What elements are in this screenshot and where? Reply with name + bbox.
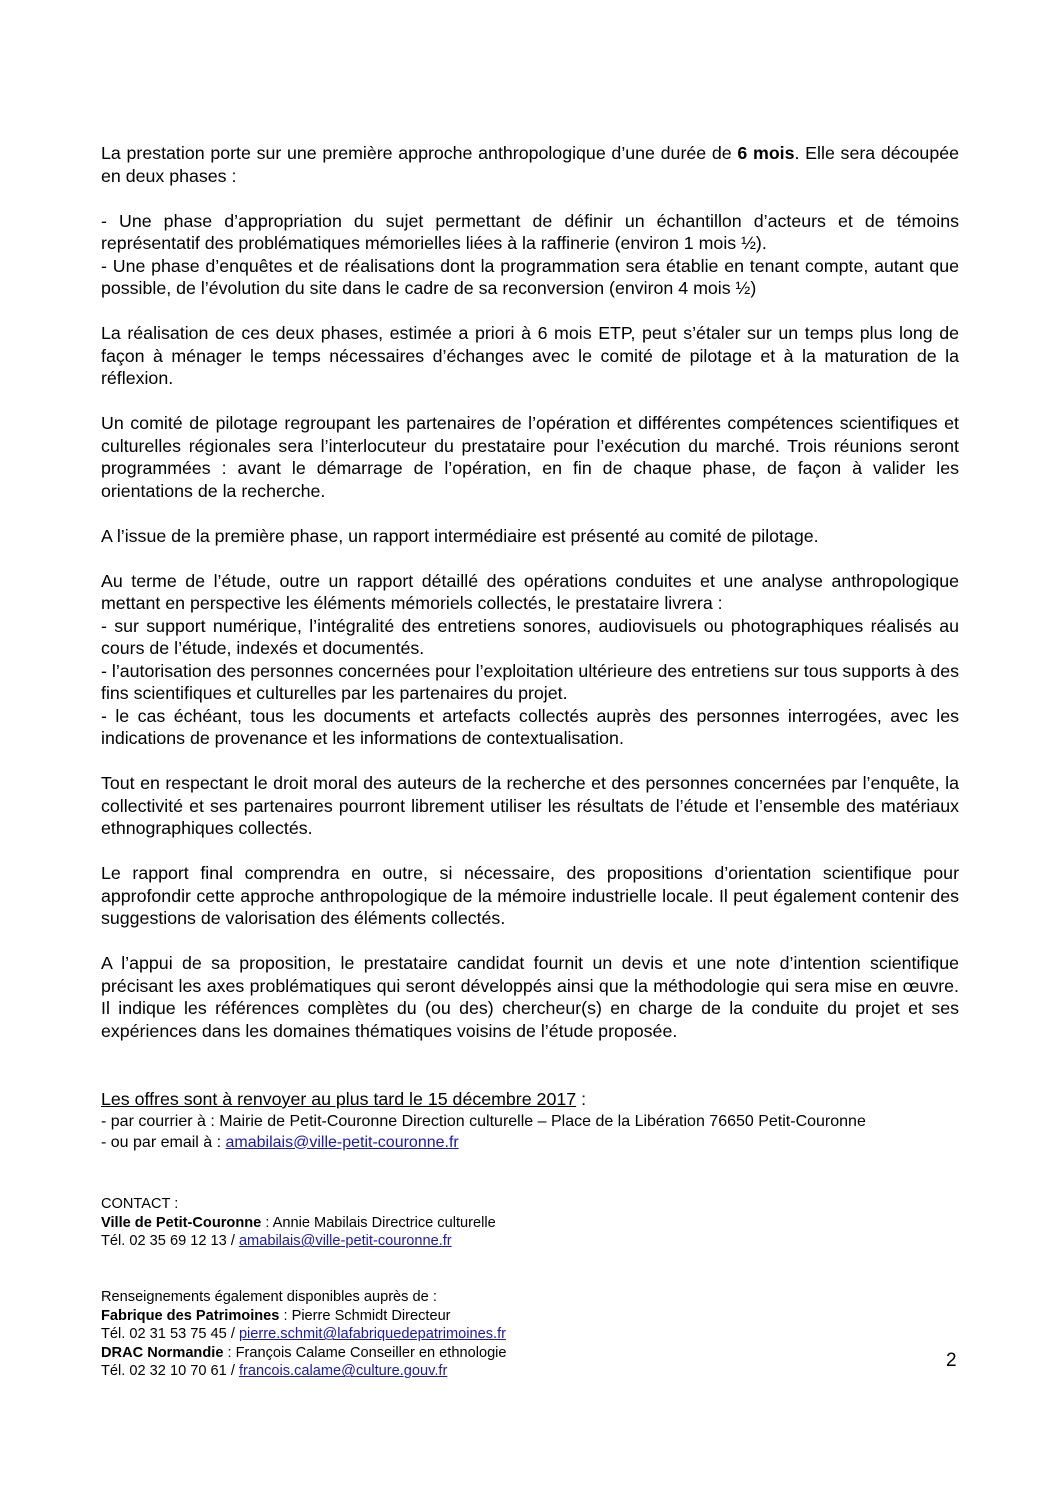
- interim-report-paragraph: A l’issue de la première phase, un rapport intermédiaire est présenté au comité de pilotage.: [101, 525, 819, 546]
- heading-colon: :: [576, 1089, 587, 1109]
- email-line: [101, 1132, 1001, 1153]
- proposal-paragraph: A l’appui de sa proposition, le prestataire candidat fournit un devis et une note d’intention scientifique précisant les axes problématiques qui seront développés ainsi que la méthodologie qui sera mise en œuvre. Il indique les références complètes du (ou des) chercheur(s) en charge de la conduite du projet et ses expériences dans les domaines thématiques voisins de l’étude proposée.: [101, 953, 959, 1041]
- intro-text: La prestation porte sur une première approche anthropologique d’une durée de: [101, 143, 738, 163]
- steering-committee-paragraph: Un comité de pilotage regroupant les partenaires de l’opération et différentes compétences scientifiques et culturelles régionales sera l’interlocuteur du prestataire pour l’exécution du marché. Trois réunions seront programmées : avant le démarrage de l’opération, en fin de chaque phase, de façon à valider les orientations de la recherche.: [101, 413, 959, 501]
- intro-text-end: . Elle sera découpée en deux phases :: [101, 143, 959, 186]
- page-number: 2: [946, 1350, 957, 1371]
- contact-name: : Annie Mabilais Directrice culturelle: [261, 1214, 496, 1231]
- info-phone-2: Tél. 02 32 10 70 61 /: [101, 1363, 239, 1380]
- postal-address: - par courrier à : Mairie de Petit-Couronne Direction culturelle – Place de la Libération 76650 Petit-Couronne: [101, 1112, 866, 1130]
- contact-person: [101, 1214, 801, 1233]
- info-intro: Renseignements également disponibles auprès de :: [101, 1289, 437, 1305]
- contact-section: [101, 1195, 801, 1251]
- info-phone-line-1: [101, 1325, 801, 1344]
- phase-two-item: - Une phase d’enquêtes et de réalisations dont la programmation sera établie en tenant compte, autant que possible, de l’évolution du site dans le cadre de sa reconversion (environ 4 mois ½): [101, 255, 959, 298]
- deliverables-paragraph: Au terme de l’étude, outre un rapport détaillé des opérations conduites et une analyse anthropologique mettant en perspective les éléments mémoriels collectés, le prestataire livrera :: [101, 570, 959, 613]
- info-contact-1: [101, 1307, 801, 1326]
- info-org-2: DRAC Normandie: [101, 1344, 224, 1361]
- deliverable-item: - l’autorisation des personnes concernées pour l’exploitation ultérieure des entretiens sur tous supports à des fins scientifiques et culturelles par les partenaires du projet.: [101, 660, 959, 703]
- submission-heading: [101, 1088, 1001, 1111]
- info-email-link-2[interactable]: francois.calame@culture.gouv.fr: [238, 1363, 448, 1380]
- contact-org: Ville de Petit-Couronne: [101, 1214, 262, 1231]
- final-report-paragraph: Le rapport final comprendra en outre, si nécessaire, des propositions d’orientation scientifique pour approfondir cette approche anthropologique de la mémoire industrielle locale. Il peut également contenir des suggestions de valorisation des éléments collectés.: [101, 863, 959, 928]
- deliverable-item: - le cas échéant, tous les documents et artefacts collectés auprès des personnes interrogées, avec les indications de provenance et les informations de contextualisation.: [101, 705, 959, 748]
- info-contact-2: [101, 1344, 801, 1363]
- deliverable-item: - sur support numérique, l’intégralité des entretiens sonores, audiovisuels ou photographiques réalisés au cours de l’étude, indexés et documentés.: [101, 615, 959, 658]
- info-section: [101, 1288, 801, 1381]
- info-person-1: : Pierre Schmidt Directeur: [279, 1307, 451, 1324]
- info-phone-1: Tél. 02 31 53 75 45 /: [101, 1326, 239, 1343]
- main-body: [101, 142, 959, 1042]
- rights-paragraph: Tout en respectant le droit moral des auteurs de la recherche et des personnes concernées par l’enquête, la collectivité et ses partenaires pourront librement utiliser les résultats de l’étude et l’ensemble des matériaux ethnographiques collectés.: [101, 773, 959, 838]
- email-prefix: - ou par email à :: [101, 1133, 226, 1151]
- duration-bold: 6 mois: [737, 143, 795, 163]
- info-phone-line-2: [101, 1362, 801, 1381]
- contact-phone-line: [101, 1232, 801, 1251]
- contact-phone: Tél. 02 35 69 12 13 /: [101, 1233, 239, 1250]
- intro-paragraph: [101, 142, 959, 187]
- phase-one-item: - Une phase d’appropriation du sujet permettant de définir un échantillon d’acteurs et de témoins représentatif des problématiques mémorielles liées à la raffinerie (environ 1 mois ½).: [101, 210, 959, 253]
- info-email-link-1[interactable]: pierre.schmit@lafabriquedepatrimoines.fr: [238, 1326, 507, 1343]
- info-org-1: Fabrique des Patrimoines: [101, 1307, 280, 1324]
- submission-section: [101, 1088, 1001, 1153]
- info-person-2: : François Calame Conseiller en ethnologie: [223, 1344, 507, 1361]
- duration-paragraph: La réalisation de ces deux phases, estimée a priori à 6 mois ETP, peut s’étaler sur un temps plus long de façon à ménager le temps nécessaires d’échanges avec le comité de pilotage et à la maturation de la réflexion.: [101, 323, 959, 388]
- contact-label: CONTACT :: [101, 1196, 179, 1212]
- submission-email-link[interactable]: amabilais@ville-petit-couronne.fr: [225, 1133, 459, 1151]
- deadline-heading: Les offres sont à renvoyer au plus tard le 15 décembre 2017: [101, 1089, 577, 1109]
- contact-email-link[interactable]: amabilais@ville-petit-couronne.fr: [238, 1233, 452, 1250]
